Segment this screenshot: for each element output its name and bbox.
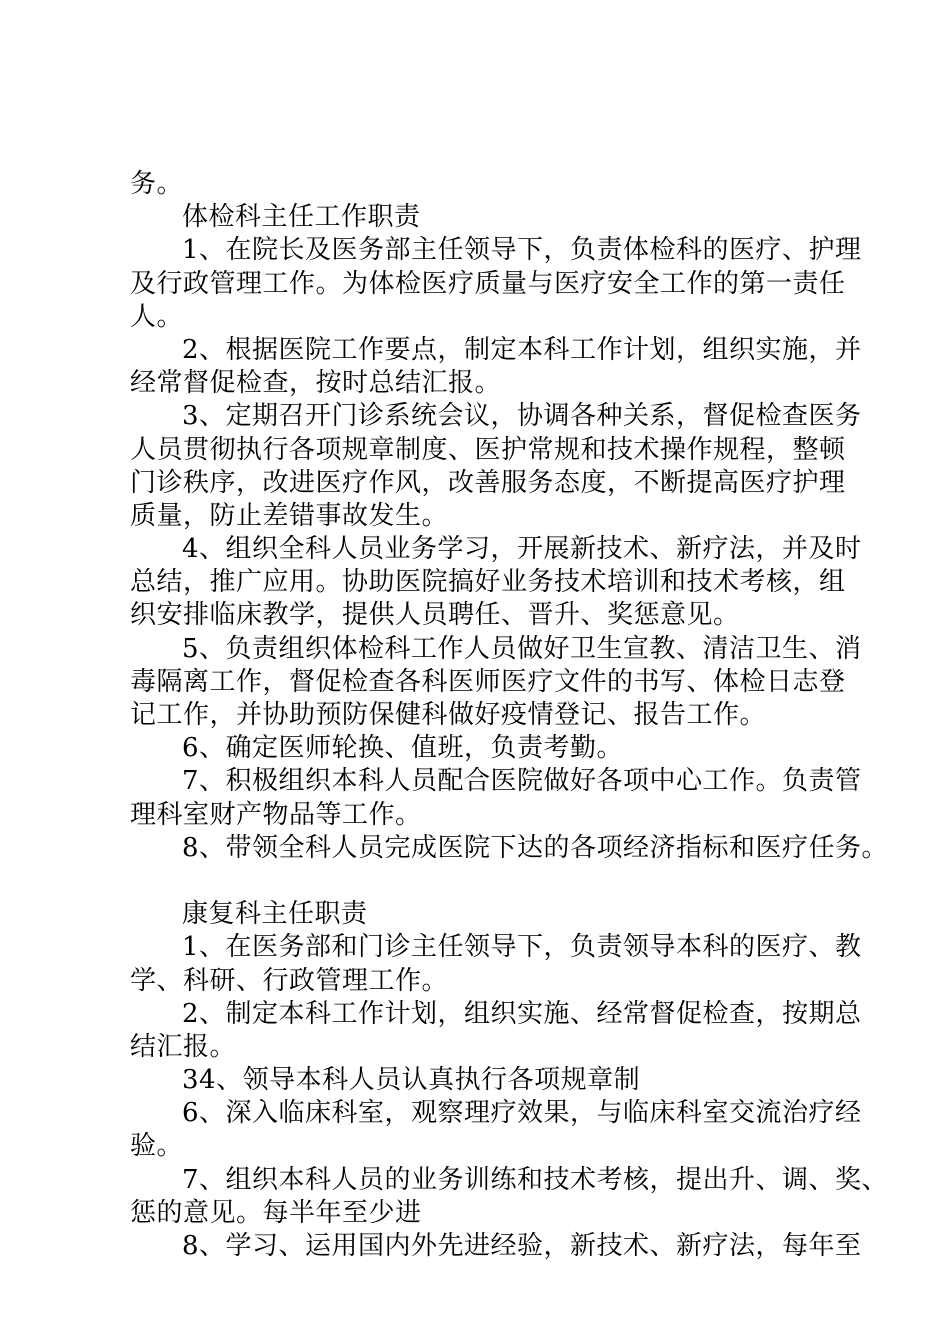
text-line: 学、科研、行政管理工作。 (130, 965, 449, 996)
text-line: 质量，防止差错事故发生。 (130, 500, 449, 531)
text-line: 6、确定医师轮换、值班，负责考勤。 (182, 733, 624, 764)
text-line: 惩的意见。每半年至少进 (130, 1197, 422, 1228)
text-line: 8、学习、运用国内外先进经验，新技术、新疗法，每年至 (182, 1231, 862, 1261)
text-line: 人。 (130, 301, 184, 332)
text-line: 毒隔离工作，督促检查各科医师医疗文件的书写、体检日志登 (130, 666, 846, 697)
text-line: 4、组织全科人员业务学习，开展新技术、新疗法，并及时 (182, 534, 862, 565)
text-line: 1、在医务部和门诊主任领导下，负责领导本科的医疗、教 (182, 932, 862, 963)
text-line: 3、定期召开门诊系统会议，协调各种关系，督促检查医务 (182, 401, 862, 432)
text-line: 织安排临床教学，提供人员聘任、晋升、奖惩意见。 (130, 600, 740, 631)
text-line: 总结，推广应用。协助医院搞好业务技术培训和技术考核，组 (130, 567, 846, 598)
section-heading: 康复科主任职责 (182, 899, 368, 930)
text-line: 6、深入临床科室，观察理疗效果，与临床科室交流治疗经 (182, 1098, 862, 1129)
text-line: 及行政管理工作。为体检医疗质量与医疗安全工作的第一责任 (130, 268, 846, 299)
text-line: 8、带领全科人员完成医院下达的各项经济指标和医疗任务。 (182, 832, 889, 863)
text-line: 2、根据医院工作要点，制定本科工作计划，组织实施，并 (182, 334, 862, 365)
text-line: 1、在院长及医务部主任领导下，负责体检科的医疗、护理 (182, 235, 862, 266)
text-line: 7、积极组织本科人员配合医院做好各项中心工作。负责管 (182, 766, 862, 797)
text-line: 经常督促检查，按时总结汇报。 (130, 368, 502, 399)
section-heading: 体检科主任工作职责 (182, 202, 421, 233)
text-line: 结汇报。 (130, 1031, 237, 1062)
text-line: 5、负责组织体检科工作人员做好卫生宣教、清洁卫生、消 (182, 633, 862, 664)
paragraph-spacer (130, 865, 850, 898)
text-line: 7、组织本科人员的业务训练和技术考核，提出升、调、奖、 (182, 1164, 889, 1195)
text-line: 2、制定本科工作计划，组织实施、经常督促检查，按期总 (182, 998, 862, 1029)
document-body (130, 168, 889, 1263)
text-line: 理科室财产物品等工作。 (130, 799, 422, 830)
text-line: 验。 (130, 1131, 184, 1162)
text-line: 务。 (130, 169, 184, 199)
text-line: 34、领导本科人员认真执行各项规章制 (182, 1065, 641, 1096)
text-line: 门诊秩序，改进医疗作风，改善服务态度，不断提高医疗护理 (130, 467, 846, 498)
text-line: 记工作，并协助预防保健科做好疫情登记、报告工作。 (130, 700, 767, 730)
text-line: 人员贯彻执行各项规章制度、医护常规和技术操作规程，整顿 (130, 434, 846, 465)
